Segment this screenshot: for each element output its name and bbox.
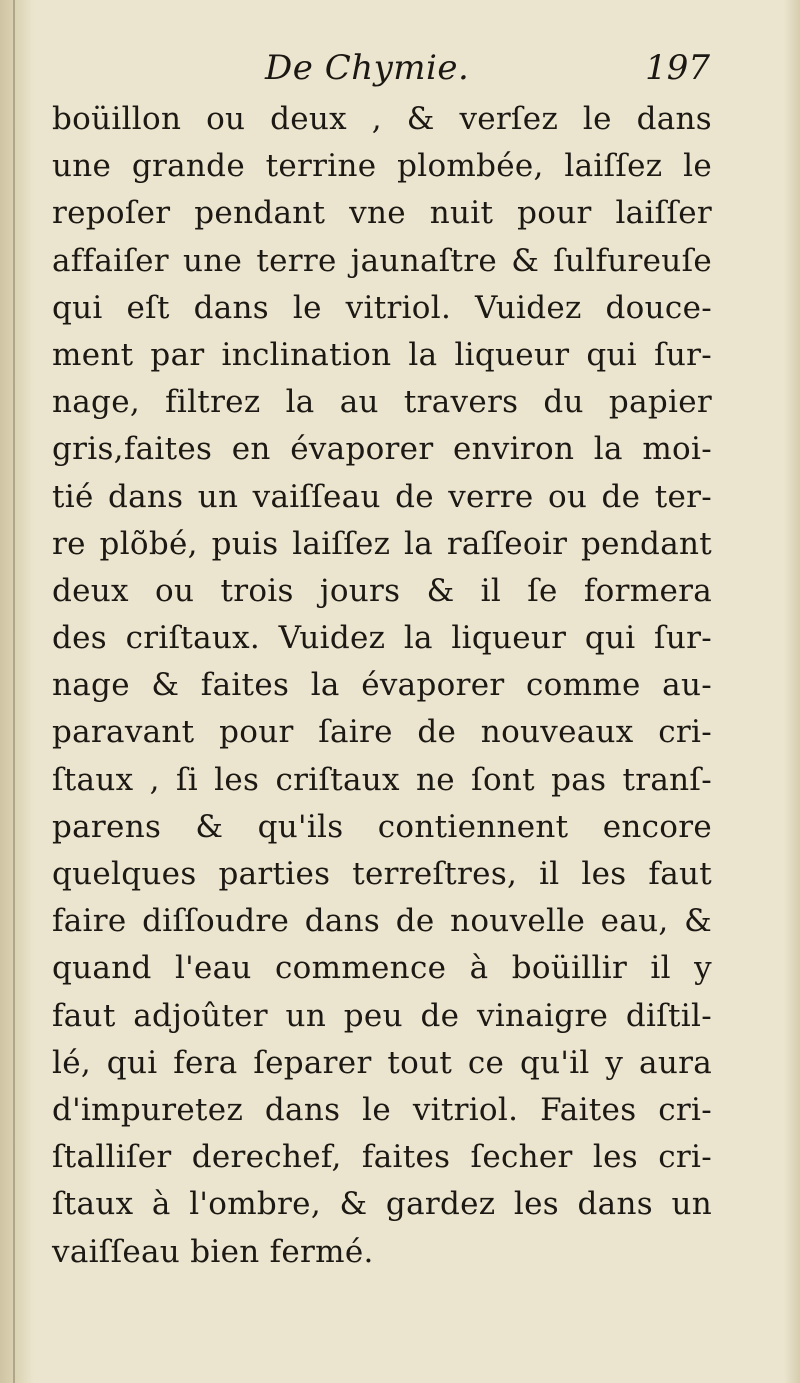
page-edge (784, 0, 800, 1383)
page-gutter (0, 0, 34, 1383)
body-text (52, 96, 712, 1276)
text-line: quand l'eau commence à boüillir il y (52, 950, 712, 987)
text-line: faut adjoûter un peu de vinaigre diſtil- (52, 997, 712, 1034)
text-line: une grande terrine plombée, laiſſez le (52, 148, 712, 185)
text-line: quelques parties terreſtres, il les faut (52, 856, 712, 892)
text-line: lé, qui fera ſeparer tout ce qu'il y aura (52, 1044, 712, 1081)
text-line: deux ou trois jours & il ſe formera (52, 572, 712, 609)
text-line: ſtaux , ſi les criſtaux ne ſont pas tranſ- (52, 761, 712, 798)
text-line: repoſer pendant vne nuit pour laiſſer (52, 195, 712, 232)
text-line: tié dans un vaiſſeau de verre ou de ter- (52, 478, 712, 515)
text-line: nage, filtrez la au travers du papier (52, 384, 712, 421)
text-line: ment par inclination la liqueur qui ſur- (52, 336, 712, 373)
page-number: 197 (645, 48, 710, 88)
running-title: De Chymie. (265, 48, 470, 88)
text-line: ſtalliſer derechef, faites ſecher les cri- (52, 1139, 712, 1176)
binding-edge (13, 0, 15, 1383)
text-line: nage & faites la évaporer comme au- (52, 667, 712, 704)
text-line: faire diſſoudre dans de nouvelle eau, & (52, 903, 712, 940)
text-line: qui eſt dans le vitriol. Vuidez douce- (52, 289, 712, 326)
text-line: parens & qu'ils contiennent encore (52, 808, 712, 845)
text-line: ſtaux à l'ombre, & gardez les dans un (52, 1186, 712, 1223)
text-line: re plõbé, puis laiſſez la raſſeoir pendant (52, 525, 712, 562)
page-header (50, 40, 710, 100)
text-line: gris,faites en évaporer environ la moi- (52, 431, 712, 468)
text-line: paravant pour ſaire de nouveaux cri- (52, 714, 712, 751)
text-line: d'impuretez dans le vitriol. Faites cri- (52, 1091, 712, 1128)
text-line: boüillon ou deux , & verſez le dans (52, 101, 712, 137)
text-line: des criſtaux. Vuidez la liqueur qui ſur- (52, 620, 712, 657)
text-line: vaiſſeau bien fermé. (52, 1233, 374, 1270)
text-line: affaiſer une terre jaunaſtre & ſulfureuſe (52, 242, 712, 279)
